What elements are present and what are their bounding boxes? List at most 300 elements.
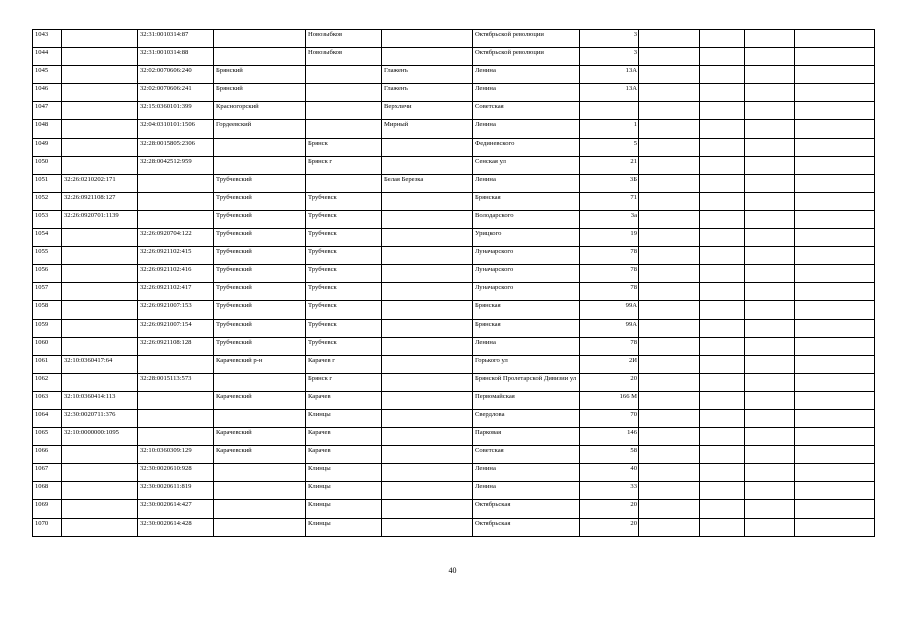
- cell-cadastral-number-alt: [138, 192, 214, 210]
- cell-empty: [745, 30, 795, 48]
- cell-district: [214, 464, 306, 482]
- cell-street: Брянской Пролетарской Дивизии ул: [473, 373, 580, 391]
- cell-empty: [745, 301, 795, 319]
- cell-house: 3: [580, 48, 639, 66]
- table-row: [33, 229, 875, 247]
- cell-settlement: Белая Березка: [382, 174, 473, 192]
- cell-street: Парковая: [473, 428, 580, 446]
- cell-number: 1047: [33, 102, 62, 120]
- cell-empty: [745, 518, 795, 536]
- cell-district: Карачевский: [214, 446, 306, 464]
- cell-empty: [700, 337, 745, 355]
- cell-empty: [639, 500, 700, 518]
- cell-settlement: [382, 210, 473, 228]
- cell-cadastral-number: 32:26:0210202:171: [62, 174, 138, 192]
- cell-cadastral-number: [62, 518, 138, 536]
- cell-empty: [745, 102, 795, 120]
- cell-district: [214, 518, 306, 536]
- cell-empty: [639, 482, 700, 500]
- cell-empty: [795, 192, 875, 210]
- cell-settlement: [382, 500, 473, 518]
- cell-locality: [306, 120, 382, 138]
- cell-empty: [745, 174, 795, 192]
- cell-cadastral-number: [62, 464, 138, 482]
- cell-district: Трубчевский: [214, 319, 306, 337]
- cell-street: Володарского: [473, 210, 580, 228]
- cell-empty: [745, 192, 795, 210]
- cell-empty: [639, 120, 700, 138]
- cell-cadastral-number-alt: 32:28:0015113:573: [138, 373, 214, 391]
- cell-house: 5: [580, 138, 639, 156]
- cell-settlement: [382, 283, 473, 301]
- cell-empty: [745, 265, 795, 283]
- cell-house: 166 М: [580, 391, 639, 409]
- cell-cadastral-number-alt: 32:02:0070606:241: [138, 84, 214, 102]
- cell-empty: [639, 210, 700, 228]
- table-row: [33, 283, 875, 301]
- cell-house: 58: [580, 446, 639, 464]
- cell-cadastral-number: 32:30:0020711:376: [62, 409, 138, 427]
- cell-empty: [745, 247, 795, 265]
- cell-district: Карачевский: [214, 428, 306, 446]
- table-row: [33, 482, 875, 500]
- cell-cadastral-number-alt: [138, 210, 214, 228]
- cell-street: Брянская: [473, 301, 580, 319]
- cell-cadastral-number-alt: 32:30:0020610:928: [138, 464, 214, 482]
- cell-district: Трубчевский: [214, 283, 306, 301]
- cell-number: 1043: [33, 30, 62, 48]
- cell-district: [214, 373, 306, 391]
- cell-house: 20: [580, 500, 639, 518]
- table-row: [33, 355, 875, 373]
- cell-empty: [639, 301, 700, 319]
- cell-district: Трубчевский: [214, 174, 306, 192]
- cell-empty: [745, 319, 795, 337]
- cell-empty: [700, 319, 745, 337]
- cell-empty: [639, 319, 700, 337]
- cell-district: Трубчевский: [214, 247, 306, 265]
- cell-street: Сенская ул: [473, 156, 580, 174]
- cell-settlement: [382, 518, 473, 536]
- cell-cadastral-number-alt: 32:26:0921102:417: [138, 283, 214, 301]
- cell-empty: [639, 283, 700, 301]
- cell-house: 2И: [580, 355, 639, 373]
- cell-number: 1063: [33, 391, 62, 409]
- cell-district: [214, 156, 306, 174]
- cell-number: 1054: [33, 229, 62, 247]
- cell-locality: [306, 102, 382, 120]
- cell-empty: [700, 265, 745, 283]
- cell-settlement: [382, 247, 473, 265]
- table-row: [33, 265, 875, 283]
- table-row: [33, 156, 875, 174]
- cell-street: Ленина: [473, 482, 580, 500]
- cell-empty: [700, 500, 745, 518]
- cell-cadastral-number-alt: 32:30:0020614:427: [138, 500, 214, 518]
- cell-settlement: [382, 301, 473, 319]
- cell-settlement: [382, 464, 473, 482]
- cell-cadastral-number-alt: 32:26:0921108:128: [138, 337, 214, 355]
- cell-cadastral-number-alt: [138, 428, 214, 446]
- cell-cadastral-number-alt: 32:30:0020611:819: [138, 482, 214, 500]
- cell-locality: Карачев: [306, 391, 382, 409]
- cell-street: Брянская: [473, 192, 580, 210]
- cell-empty: [745, 138, 795, 156]
- cell-cadastral-number-alt: 32:30:0020614:428: [138, 518, 214, 536]
- cell-locality: Брянск г: [306, 373, 382, 391]
- cell-house: 20: [580, 373, 639, 391]
- cell-locality: Трубчевск: [306, 337, 382, 355]
- cell-empty: [745, 337, 795, 355]
- cell-cadastral-number: [62, 30, 138, 48]
- cell-empty: [700, 66, 745, 84]
- cell-street: Свердлова: [473, 409, 580, 427]
- cell-cadastral-number: [62, 102, 138, 120]
- cell-empty: [639, 409, 700, 427]
- cell-locality: Карачев: [306, 428, 382, 446]
- cell-district: [214, 500, 306, 518]
- cell-street: Ленина: [473, 84, 580, 102]
- cell-district: Брянский: [214, 84, 306, 102]
- cell-empty: [745, 66, 795, 84]
- cell-empty: [700, 409, 745, 427]
- cell-number: 1057: [33, 283, 62, 301]
- cell-empty: [795, 210, 875, 228]
- cell-empty: [700, 102, 745, 120]
- cell-district: Красногорский: [214, 102, 306, 120]
- cell-house: 20: [580, 518, 639, 536]
- cell-house: 13А: [580, 84, 639, 102]
- cell-empty: [795, 84, 875, 102]
- cell-cadastral-number-alt: 32:28:0042512:959: [138, 156, 214, 174]
- cell-house: 70: [580, 409, 639, 427]
- cell-locality: Клинцы: [306, 500, 382, 518]
- cell-settlement: [382, 373, 473, 391]
- cell-street: Октябрьской революции: [473, 30, 580, 48]
- cell-empty: [795, 138, 875, 156]
- cell-street: Ленина: [473, 120, 580, 138]
- cell-district: [214, 30, 306, 48]
- cell-number: 1058: [33, 301, 62, 319]
- cell-cadastral-number-alt: 32:15:0360101:399: [138, 102, 214, 120]
- cell-locality: Трубчевск: [306, 229, 382, 247]
- cell-number: 1066: [33, 446, 62, 464]
- cell-street: Урицкого: [473, 229, 580, 247]
- table-row: [33, 120, 875, 138]
- cell-empty: [700, 84, 745, 102]
- cell-empty: [639, 247, 700, 265]
- cell-empty: [795, 301, 875, 319]
- cell-settlement: Верхличи: [382, 102, 473, 120]
- cell-cadastral-number: [62, 373, 138, 391]
- cell-number: 1055: [33, 247, 62, 265]
- cell-empty: [700, 247, 745, 265]
- cell-cadastral-number-alt: 32:31:0010314:87: [138, 30, 214, 48]
- cell-district: [214, 138, 306, 156]
- cell-house: 19: [580, 229, 639, 247]
- cell-empty: [745, 391, 795, 409]
- cell-locality: Клинцы: [306, 482, 382, 500]
- cell-number: 1067: [33, 464, 62, 482]
- registry-table: [32, 29, 875, 537]
- cell-empty: [795, 500, 875, 518]
- cell-locality: Брянск г: [306, 156, 382, 174]
- table-row: [33, 301, 875, 319]
- cell-cadastral-number: [62, 247, 138, 265]
- cell-empty: [795, 391, 875, 409]
- cell-cadastral-number: 32:10:0360414:113: [62, 391, 138, 409]
- cell-locality: Карачев г: [306, 355, 382, 373]
- cell-empty: [700, 301, 745, 319]
- cell-number: 1062: [33, 373, 62, 391]
- cell-cadastral-number: [62, 138, 138, 156]
- cell-locality: Трубчевск: [306, 283, 382, 301]
- cell-street: Первомайская: [473, 391, 580, 409]
- cell-empty: [745, 373, 795, 391]
- cell-house: 78: [580, 247, 639, 265]
- cell-street: Советская: [473, 102, 580, 120]
- table-row: [33, 446, 875, 464]
- cell-house: 78: [580, 265, 639, 283]
- cell-locality: Трубчевск: [306, 301, 382, 319]
- cell-number: 1048: [33, 120, 62, 138]
- cell-locality: [306, 174, 382, 192]
- cell-street: Луначарского: [473, 283, 580, 301]
- cell-number: 1056: [33, 265, 62, 283]
- table-row: [33, 174, 875, 192]
- table-row: [33, 428, 875, 446]
- cell-settlement: Мирный: [382, 120, 473, 138]
- cell-cadastral-number: 32:10:0360417:64: [62, 355, 138, 373]
- cell-street: Фединевского: [473, 138, 580, 156]
- cell-empty: [795, 174, 875, 192]
- cell-house: 78: [580, 337, 639, 355]
- cell-number: 1050: [33, 156, 62, 174]
- cell-number: 1051: [33, 174, 62, 192]
- cell-empty: [639, 84, 700, 102]
- table-row: [33, 192, 875, 210]
- cell-settlement: Глаженъ: [382, 84, 473, 102]
- cell-locality: Трубчевск: [306, 210, 382, 228]
- cell-empty: [700, 30, 745, 48]
- page-number: 40: [448, 566, 457, 575]
- table-row: [33, 48, 875, 66]
- cell-settlement: [382, 138, 473, 156]
- cell-number: 1069: [33, 500, 62, 518]
- cell-empty: [639, 265, 700, 283]
- table-row: [33, 138, 875, 156]
- cell-settlement: [382, 409, 473, 427]
- cell-settlement: Глаженъ: [382, 66, 473, 84]
- cell-district: Трубчевский: [214, 229, 306, 247]
- cell-locality: Брянск: [306, 138, 382, 156]
- cell-empty: [639, 30, 700, 48]
- cell-cadastral-number: [62, 156, 138, 174]
- cell-empty: [639, 373, 700, 391]
- cell-street: Ленина: [473, 174, 580, 192]
- cell-locality: Клинцы: [306, 464, 382, 482]
- cell-empty: [745, 428, 795, 446]
- cell-district: [214, 48, 306, 66]
- cell-empty: [639, 518, 700, 536]
- cell-house: 99А: [580, 319, 639, 337]
- cell-locality: [306, 84, 382, 102]
- cell-house: 33: [580, 482, 639, 500]
- cell-empty: [700, 446, 745, 464]
- cell-number: 1064: [33, 409, 62, 427]
- cell-cadastral-number: [62, 482, 138, 500]
- cell-empty: [745, 409, 795, 427]
- cell-empty: [639, 102, 700, 120]
- cell-empty: [795, 66, 875, 84]
- cell-empty: [795, 428, 875, 446]
- cell-empty: [745, 229, 795, 247]
- table-row: [33, 500, 875, 518]
- cell-cadastral-number-alt: 32:26:0920704:122: [138, 229, 214, 247]
- cell-cadastral-number-alt: [138, 174, 214, 192]
- cell-cadastral-number: [62, 120, 138, 138]
- cell-cadastral-number: [62, 301, 138, 319]
- cell-cadastral-number-alt: 32:28:0015805:2306: [138, 138, 214, 156]
- cell-district: Трубчевский: [214, 301, 306, 319]
- table-row: [33, 247, 875, 265]
- cell-house: 40: [580, 464, 639, 482]
- cell-cadastral-number: [62, 319, 138, 337]
- cell-empty: [795, 446, 875, 464]
- cell-cadastral-number-alt: [138, 391, 214, 409]
- cell-cadastral-number: [62, 66, 138, 84]
- cell-settlement: [382, 265, 473, 283]
- cell-empty: [700, 464, 745, 482]
- cell-empty: [700, 192, 745, 210]
- cell-street: Брянская: [473, 319, 580, 337]
- cell-empty: [639, 229, 700, 247]
- cell-settlement: [382, 30, 473, 48]
- table-row: [33, 464, 875, 482]
- cell-locality: [306, 66, 382, 84]
- cell-district: Трубчевский: [214, 192, 306, 210]
- cell-empty: [700, 482, 745, 500]
- cell-empty: [700, 518, 745, 536]
- cell-empty: [745, 464, 795, 482]
- cell-empty: [639, 66, 700, 84]
- cell-house: 99А: [580, 301, 639, 319]
- cell-district: Трубчевский: [214, 210, 306, 228]
- cell-number: 1070: [33, 518, 62, 536]
- cell-cadastral-number: [62, 84, 138, 102]
- cell-empty: [639, 337, 700, 355]
- cell-empty: [639, 391, 700, 409]
- cell-street: Советская: [473, 446, 580, 464]
- cell-street: Октябрьская: [473, 500, 580, 518]
- cell-empty: [795, 247, 875, 265]
- cell-settlement: [382, 482, 473, 500]
- cell-settlement: [382, 156, 473, 174]
- cell-locality: Трубчевск: [306, 247, 382, 265]
- cell-empty: [795, 102, 875, 120]
- cell-empty: [795, 283, 875, 301]
- cell-number: 1052: [33, 192, 62, 210]
- cell-cadastral-number: 32:10:0000000:1095: [62, 428, 138, 446]
- cell-empty: [700, 120, 745, 138]
- cell-empty: [745, 48, 795, 66]
- cell-cadastral-number: [62, 229, 138, 247]
- cell-cadastral-number-alt: 32:10:0360309:129: [138, 446, 214, 464]
- cell-number: 1061: [33, 355, 62, 373]
- cell-cadastral-number-alt: 32:26:0921007:153: [138, 301, 214, 319]
- cell-district: Карачевский р-н: [214, 355, 306, 373]
- cell-house: 21: [580, 156, 639, 174]
- cell-house: 78: [580, 283, 639, 301]
- cell-empty: [795, 48, 875, 66]
- cell-empty: [745, 283, 795, 301]
- cell-settlement: [382, 229, 473, 247]
- cell-empty: [639, 48, 700, 66]
- cell-cadastral-number-alt: [138, 355, 214, 373]
- cell-house: 146: [580, 428, 639, 446]
- cell-empty: [639, 174, 700, 192]
- cell-settlement: [382, 48, 473, 66]
- cell-cadastral-number: [62, 337, 138, 355]
- cell-cadastral-number-alt: 32:26:0921102:416: [138, 265, 214, 283]
- cell-settlement: [382, 319, 473, 337]
- cell-cadastral-number-alt: 32:04:0310101:1506: [138, 120, 214, 138]
- cell-house: 13А: [580, 66, 639, 84]
- cell-house: [580, 102, 639, 120]
- cell-number: 1060: [33, 337, 62, 355]
- cell-locality: Новозыбков: [306, 48, 382, 66]
- cell-street: Луначарского: [473, 247, 580, 265]
- cell-district: Трубчевский: [214, 337, 306, 355]
- cell-house: 71: [580, 192, 639, 210]
- cell-house: 3: [580, 30, 639, 48]
- cell-house: 3а: [580, 210, 639, 228]
- table-row: [33, 518, 875, 536]
- cell-empty: [795, 265, 875, 283]
- cell-settlement: [382, 428, 473, 446]
- cell-settlement: [382, 192, 473, 210]
- cell-district: Гордеевский: [214, 120, 306, 138]
- cell-street: Октябрьская: [473, 518, 580, 536]
- cell-empty: [700, 156, 745, 174]
- table-row: [33, 373, 875, 391]
- cell-cadastral-number: [62, 48, 138, 66]
- cell-empty: [700, 391, 745, 409]
- cell-empty: [745, 482, 795, 500]
- cell-locality: Карачев: [306, 446, 382, 464]
- cell-empty: [700, 229, 745, 247]
- table-row: [33, 409, 875, 427]
- cell-cadastral-number: 32:26:0921108:127: [62, 192, 138, 210]
- table-row: [33, 210, 875, 228]
- cell-locality: Клинцы: [306, 518, 382, 536]
- cell-settlement: [382, 391, 473, 409]
- cell-number: 1049: [33, 138, 62, 156]
- cell-empty: [700, 48, 745, 66]
- cell-cadastral-number: [62, 283, 138, 301]
- cell-number: 1046: [33, 84, 62, 102]
- cell-cadastral-number: [62, 446, 138, 464]
- cell-empty: [700, 138, 745, 156]
- cell-empty: [700, 283, 745, 301]
- cell-street: Ленина: [473, 464, 580, 482]
- cell-settlement: [382, 355, 473, 373]
- cell-house: 1: [580, 120, 639, 138]
- cell-empty: [795, 156, 875, 174]
- cell-empty: [745, 156, 795, 174]
- cell-street: Октябрьской революции: [473, 48, 580, 66]
- cell-street: Ленина: [473, 66, 580, 84]
